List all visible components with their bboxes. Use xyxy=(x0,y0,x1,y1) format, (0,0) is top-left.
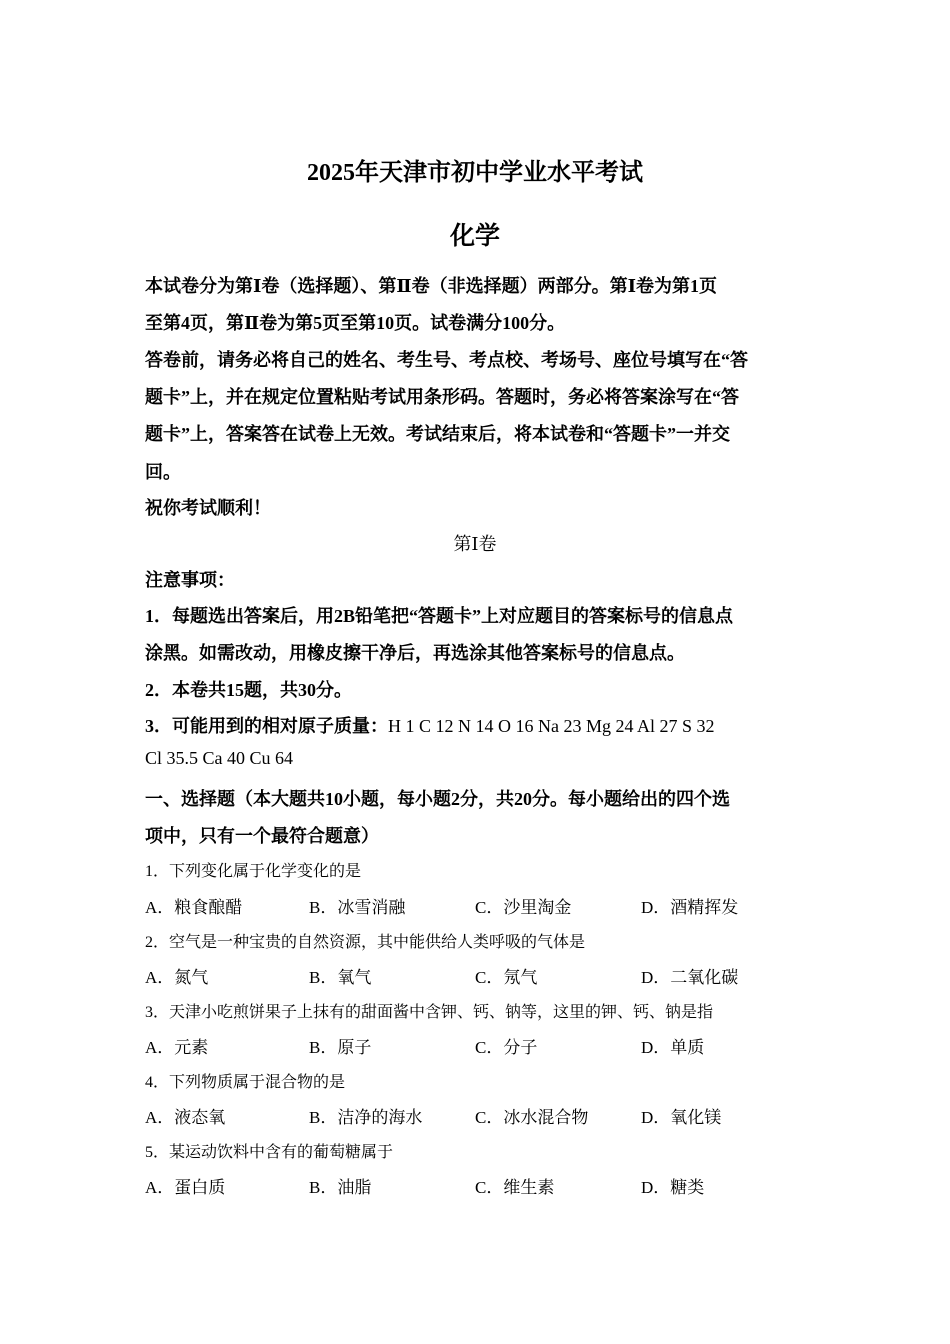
good-luck-line: 祝你考试顺利！ xyxy=(145,498,271,518)
option-b: B．氧气 xyxy=(309,968,372,987)
note-3 xyxy=(145,712,715,738)
question-stem: 2．空气是一种宝贵的自然资源，其中能供给人类呼吸的气体是 xyxy=(145,934,586,951)
intro-line: 至第4页，第Ⅱ卷为第5页至第10页。试卷满分100分。 xyxy=(145,313,566,333)
exam-title: 2025年天津市初中学业水平考试 xyxy=(307,160,643,186)
option-b: B．洁净的海水 xyxy=(309,1108,423,1127)
option-d: D．氧化镁 xyxy=(641,1108,722,1127)
option-a: A．元素 xyxy=(145,1038,209,1057)
question-stem: 1．下列变化属于化学变化的是 xyxy=(145,863,362,880)
notes-title: 注意事项： xyxy=(145,570,235,590)
option-d: D．单质 xyxy=(641,1038,705,1057)
intro-line: 题卡”上，答案答在试卷上无效。考试结束后，将本试卷和“答题卡”一并交 xyxy=(145,424,730,444)
option-c: C．分子 xyxy=(475,1038,538,1057)
option-c: C．氖气 xyxy=(475,968,538,987)
atomic-mass-values-cont: Cl 35.5 Ca 40 Cu 64 xyxy=(145,748,294,768)
option-a: A．液态氧 xyxy=(145,1108,226,1127)
section-1-heading-cont: 项中，只有一个最符合题意） xyxy=(145,826,379,846)
subject-title: 化学 xyxy=(449,223,500,250)
option-b: B．油脂 xyxy=(309,1178,372,1197)
option-d: D．酒精挥发 xyxy=(641,898,739,917)
option-c: C．冰水混合物 xyxy=(475,1108,589,1127)
note-2: 2．本卷共15题，共30分。 xyxy=(145,680,352,700)
intro-line: 题卡”上，并在规定位置粘贴考试用条形码。答题时，务必将答案涂写在“答 xyxy=(145,387,739,407)
note-3-label: 3．可能用到的相对原子质量： xyxy=(145,716,388,736)
option-b: B．冰雪消融 xyxy=(309,898,406,917)
option-d: D．二氧化碳 xyxy=(641,968,739,987)
intro-line: 本试卷分为第Ⅰ卷（选择题）、第Ⅱ卷（非选择题）两部分。第Ⅰ卷为第1页 xyxy=(145,276,718,296)
option-c: C．沙里淘金 xyxy=(475,898,572,917)
option-c: C．维生素 xyxy=(475,1178,555,1197)
note-1-line-2: 涂黑。如需改动，用橡皮擦干净后，再选涂其他答案标号的信息点。 xyxy=(145,643,685,663)
option-d: D．糖类 xyxy=(641,1178,705,1197)
part1-heading: 第Ⅰ卷 xyxy=(453,534,497,554)
question-stem: 4．下列物质属于混合物的是 xyxy=(145,1074,346,1091)
option-a: A．氮气 xyxy=(145,968,209,987)
option-a: A．粮食酿醋 xyxy=(145,898,243,917)
option-b: B．原子 xyxy=(309,1038,372,1057)
section-1-heading: 一、选择题（本大题共10小题，每小题2分，共20分。每小题给出的四个选 xyxy=(145,789,730,809)
question-stem: 3．天津小吃煎饼果子上抹有的甜面酱中含钾、钙、钠等，这里的钾、钙、钠是指 xyxy=(145,1004,714,1021)
option-a: A．蛋白质 xyxy=(145,1178,226,1197)
intro-line: 回。 xyxy=(145,462,181,482)
note-1-line-1: 1．每题选出答案后，用2B铅笔把“答题卡”上对应题目的答案标号的信息点 xyxy=(145,606,734,626)
intro-line: 答卷前，请务必将自己的姓名、考生号、考点校、考场号、座位号填写在“答 xyxy=(145,350,748,370)
atomic-mass-values: H 1 C 12 N 14 O 16 Na 23 Mg 24 Al 27 S 32 xyxy=(388,716,715,736)
question-stem: 5．某运动饮料中含有的葡萄糖属于 xyxy=(145,1144,394,1161)
